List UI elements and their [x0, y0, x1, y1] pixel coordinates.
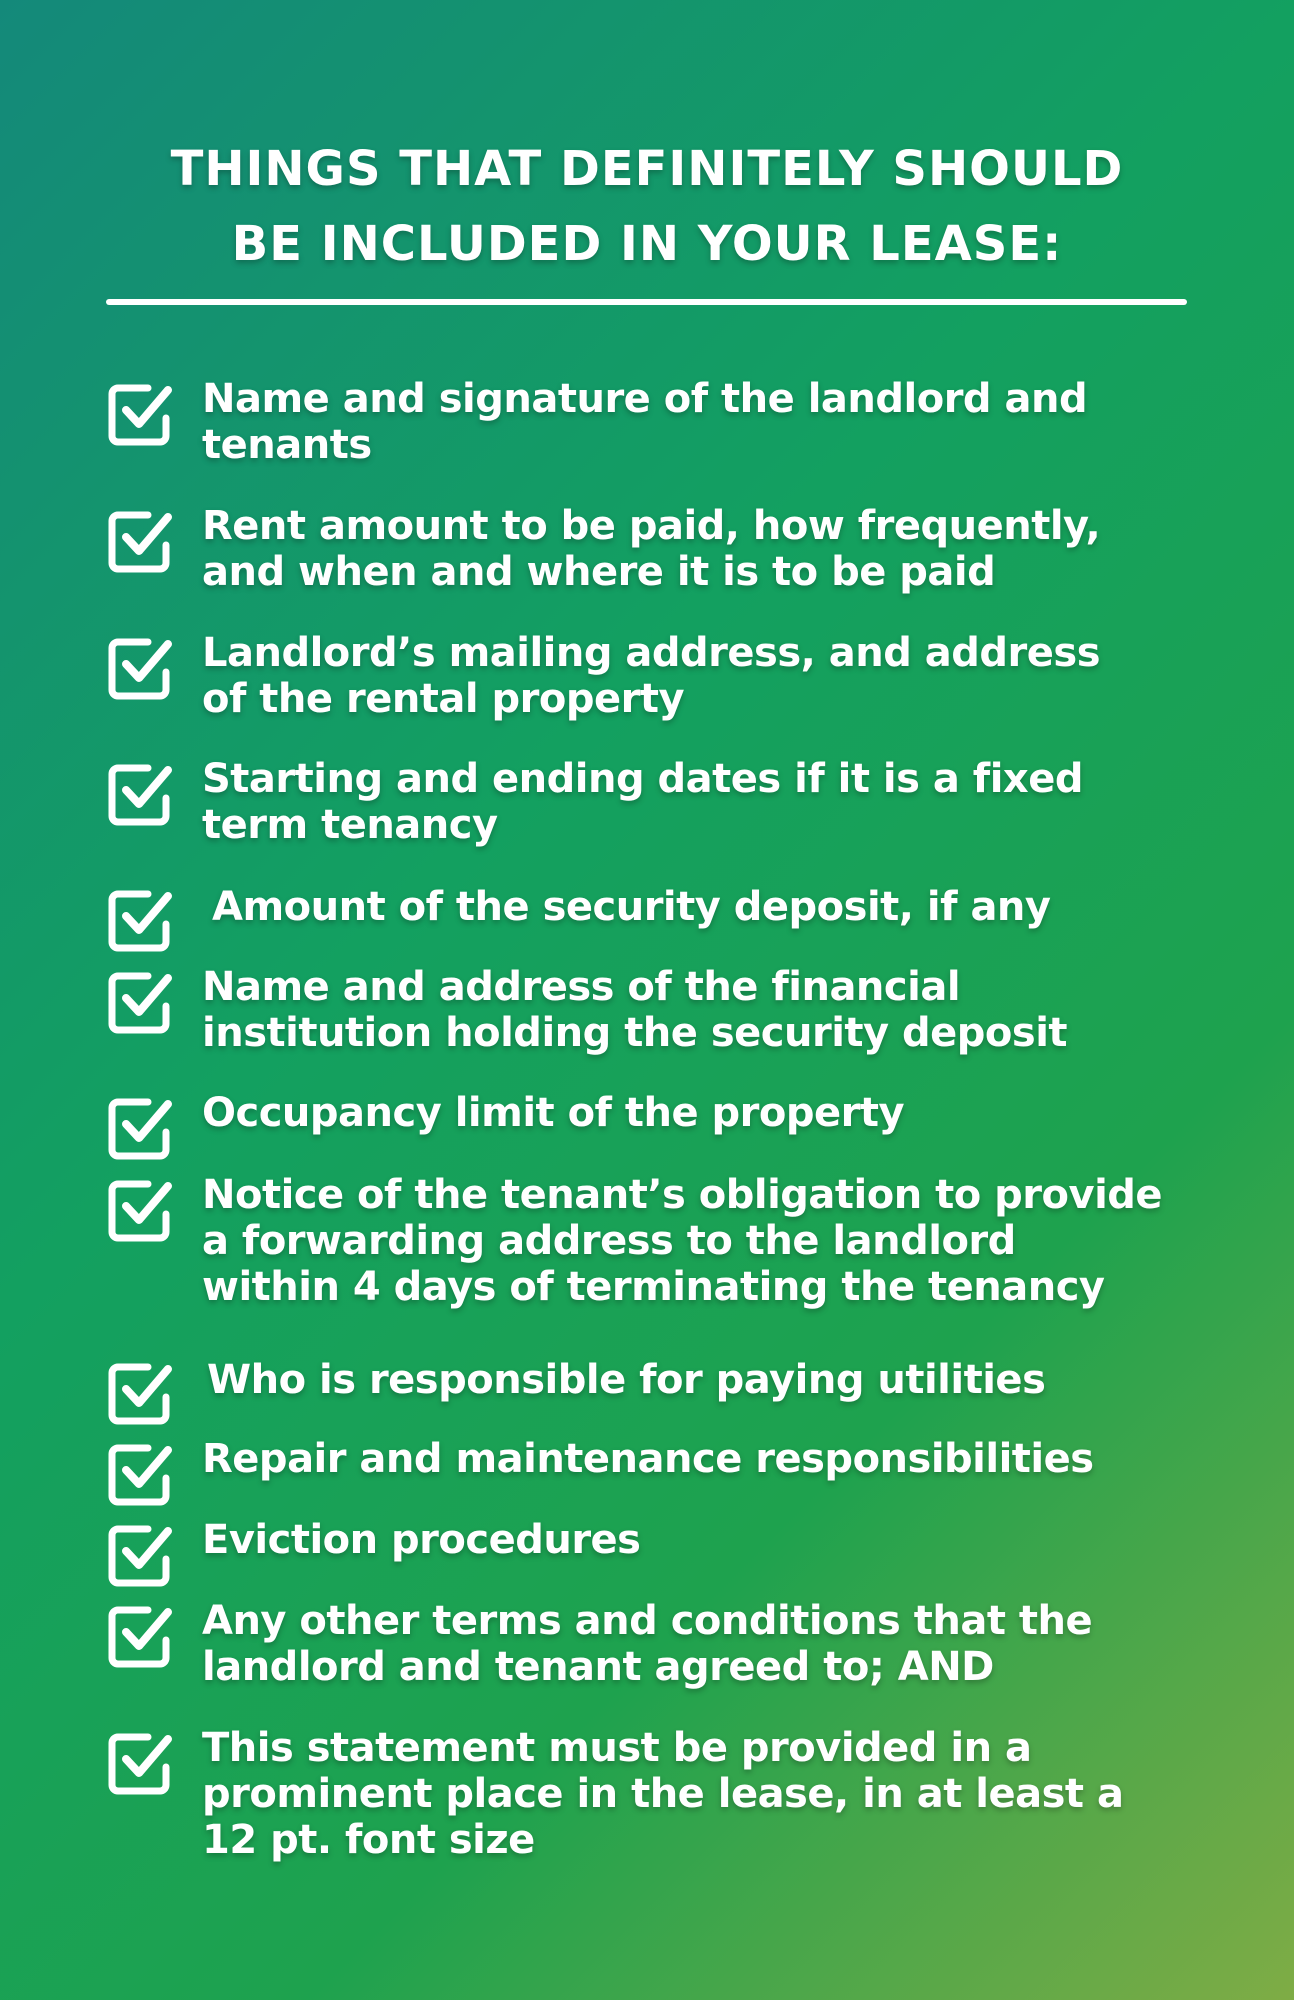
checklist-item-line: 12 pt. font size [202, 1817, 535, 1863]
checklist-item-line: This statement must be provided in a [202, 1725, 1032, 1771]
checklist-item-line: and when and where it is to be paid [202, 549, 996, 595]
checklist-item-line: Starting and ending dates if it is a fixed [202, 756, 1083, 802]
checklist-item-line: Amount of the security deposit, if any [212, 884, 1051, 930]
checklist-item-text [202, 1090, 1202, 1136]
checklist-item-text [207, 1357, 1207, 1403]
checklist-item-text [202, 1517, 1202, 1563]
checklist-item-line: institution holding the security deposit [202, 1010, 1068, 1056]
checklist-item-line: Eviction procedures [202, 1517, 641, 1563]
checklist-item-line: tenants [202, 422, 372, 468]
checkbox-checked-icon [104, 1357, 176, 1429]
checklist-item-line: within 4 days of terminating the tenancy [202, 1264, 1105, 1310]
checkbox-checked-icon [104, 632, 176, 704]
checklist-item-text [202, 630, 1202, 722]
checkbox-checked-icon [104, 378, 176, 450]
title-line-1: THINGS THAT DEFINITELY SHOULD [170, 141, 1124, 197]
checklist-item-line: a forwarding address to the landlord [202, 1218, 1016, 1264]
checklist-item-line: of the rental property [202, 676, 685, 722]
checkbox-checked-icon [104, 1600, 176, 1672]
checkbox-checked-icon [104, 966, 176, 1038]
title-line-2: BE INCLUDED IN YOUR LEASE: [231, 216, 1063, 272]
checklist-item-text [202, 756, 1202, 848]
checklist-item-line: landlord and tenant agreed to; AND [202, 1644, 994, 1690]
checklist-item-text [202, 1598, 1202, 1690]
checklist-item-text [202, 503, 1202, 595]
checkbox-checked-icon [104, 505, 176, 577]
title-divider [106, 299, 1187, 305]
checklist-item-line: Who is responsible for paying utilities [207, 1357, 1046, 1403]
checkbox-checked-icon [104, 1092, 176, 1164]
checkbox-checked-icon [104, 1438, 176, 1510]
checkbox-checked-icon [104, 1519, 176, 1591]
checkbox-checked-icon [104, 884, 176, 956]
checklist-item-text [202, 964, 1202, 1056]
checkbox-checked-icon [104, 1174, 176, 1246]
checklist-item-line: prominent place in the lease, in at least a [202, 1771, 1124, 1817]
checklist-item-text [202, 376, 1202, 468]
checklist-item-text [212, 884, 1212, 930]
checkbox-checked-icon [104, 758, 176, 830]
checklist-item-line: Landlord’s mailing address, and address [202, 630, 1101, 676]
checklist-item-line: term tenancy [202, 802, 498, 848]
checkbox-checked-icon [104, 1727, 176, 1799]
checklist-item-text [202, 1725, 1202, 1863]
checklist-item-line: Name and address of the financial [202, 964, 961, 1010]
page-title [0, 132, 1294, 282]
checklist-item-line: Occupancy limit of the property [202, 1090, 905, 1136]
checklist-item-text [202, 1436, 1202, 1482]
checklist-item-line: Rent amount to be paid, how frequently, [202, 503, 1101, 549]
checklist-item-line: Repair and maintenance responsibilities [202, 1436, 1094, 1482]
checklist-item-line: Notice of the tenant’s obligation to provide [202, 1172, 1163, 1218]
checklist-item-text [202, 1172, 1202, 1310]
checklist-item-line: Any other terms and conditions that the [202, 1598, 1093, 1644]
checklist-item-line: Name and signature of the landlord and [202, 376, 1088, 422]
